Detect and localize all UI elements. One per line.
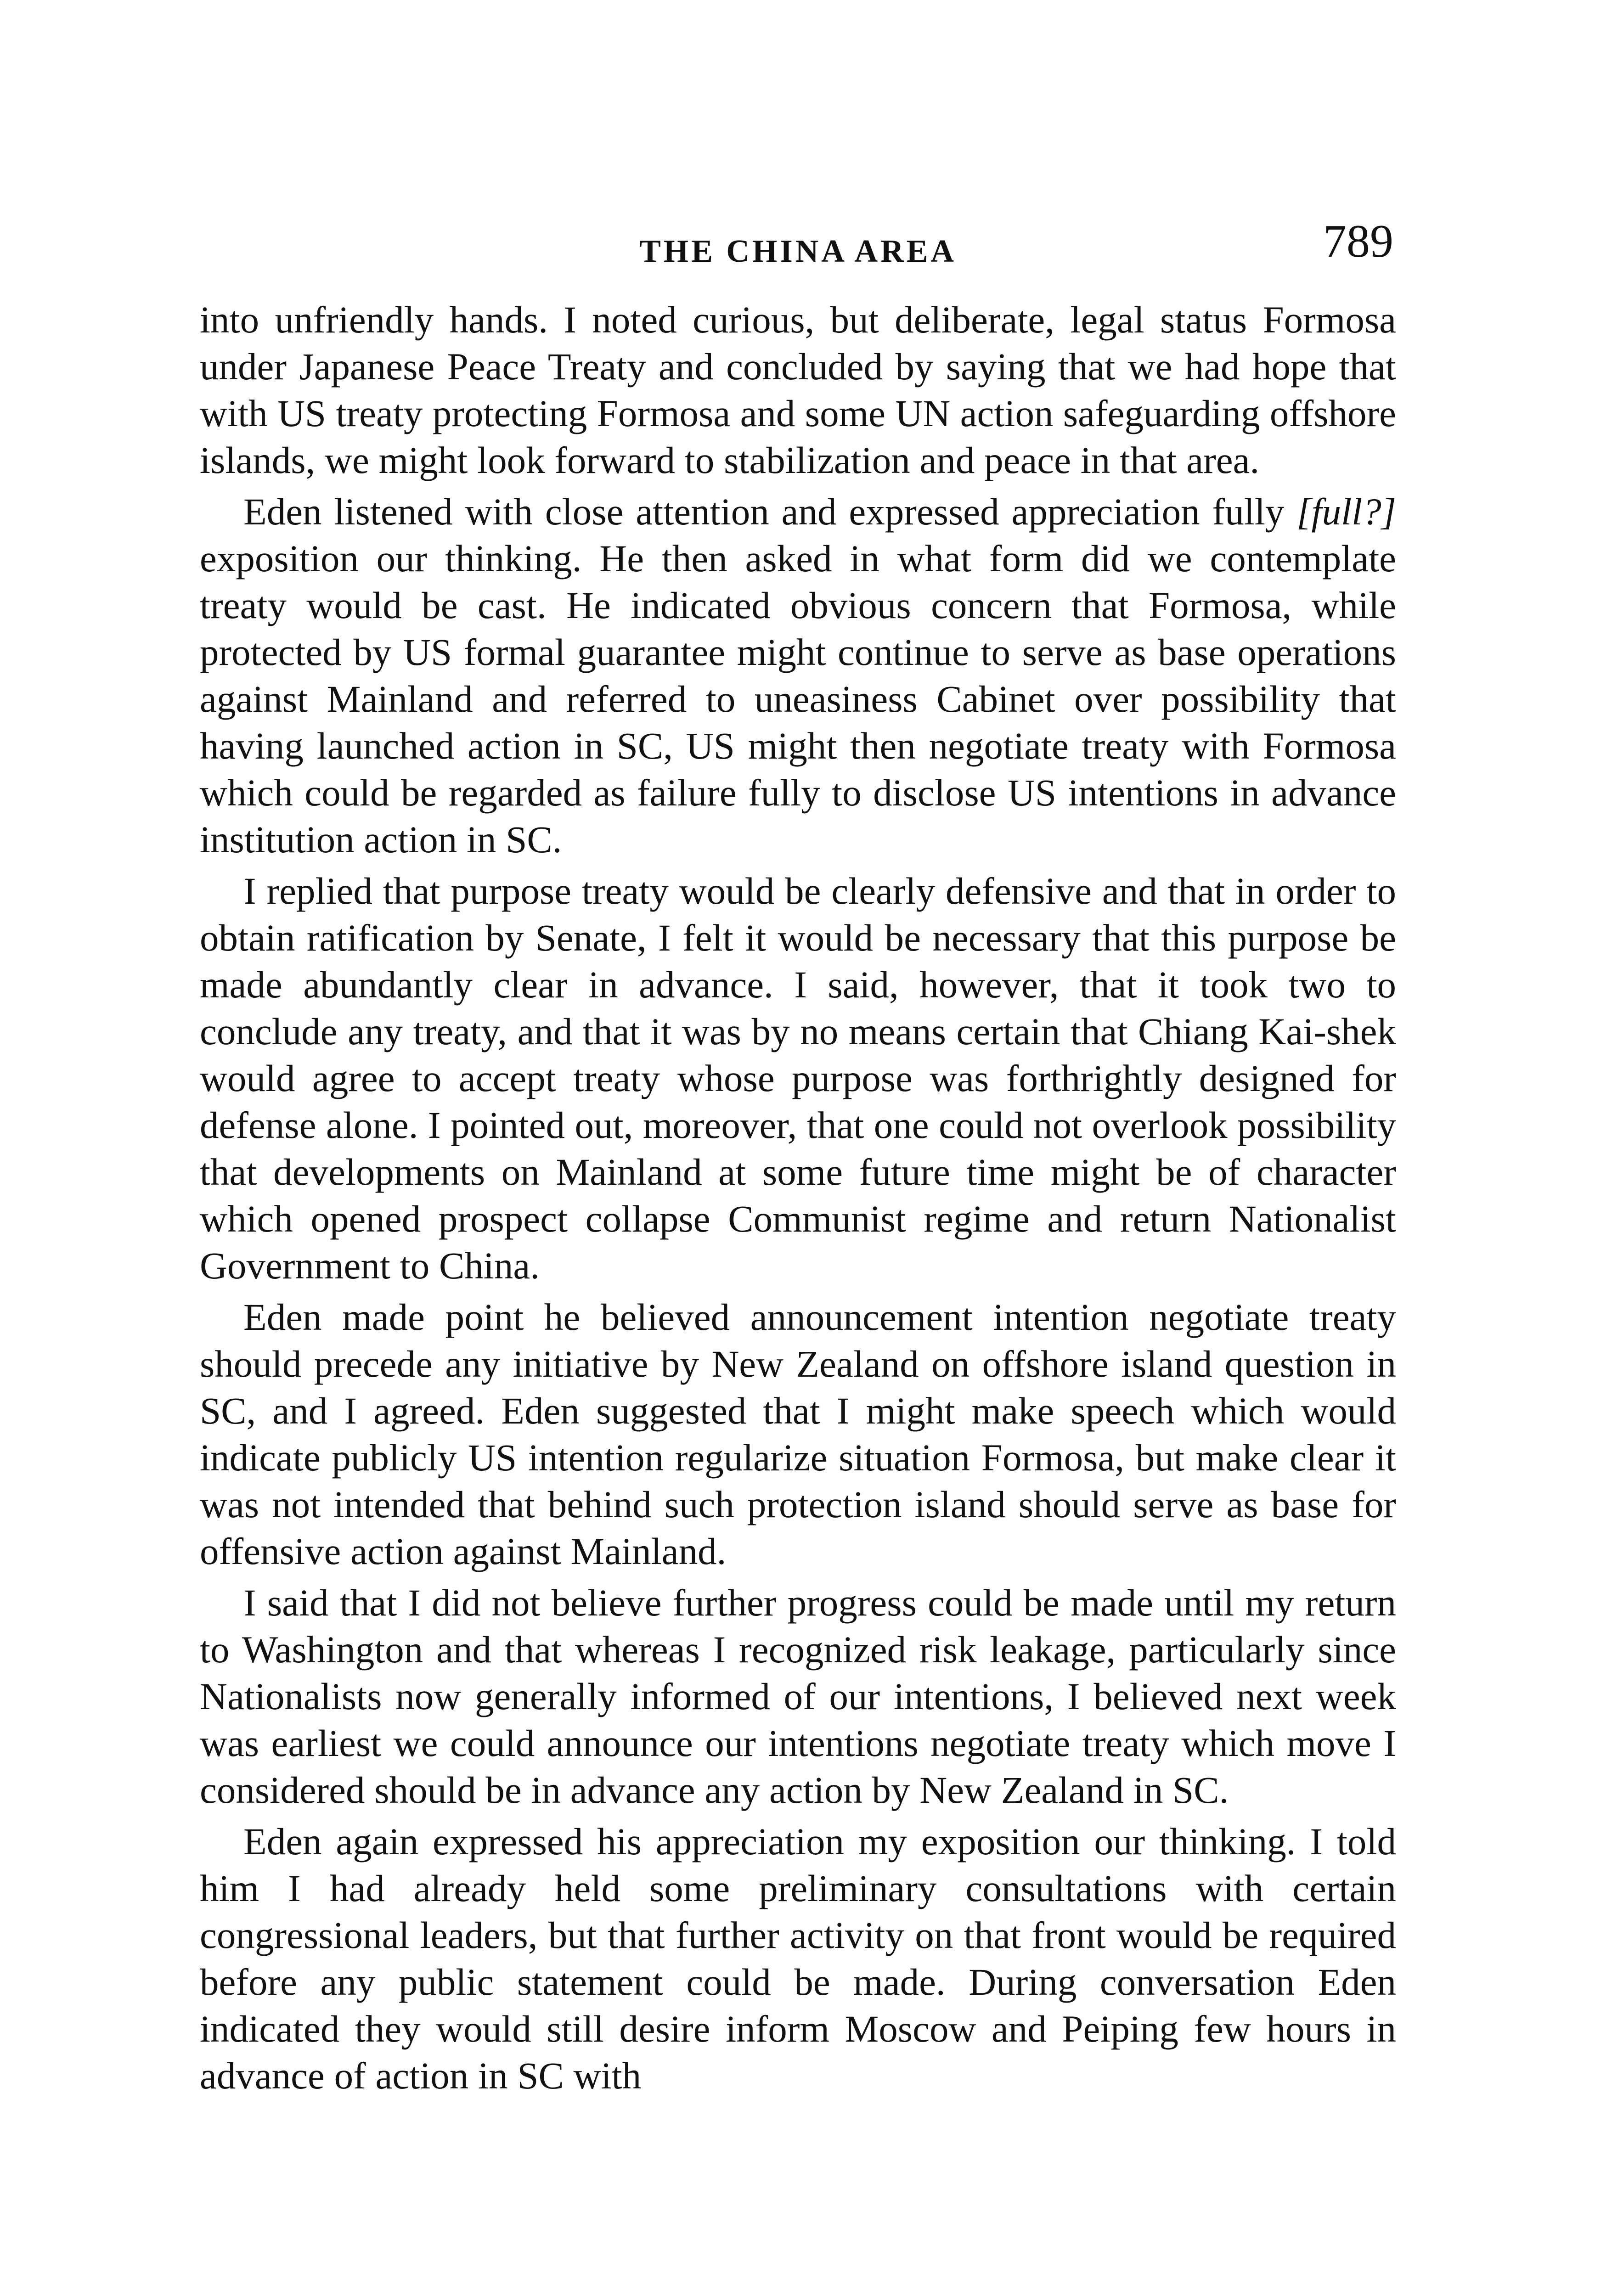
- body-text: [200, 296, 1396, 2104]
- paragraph-3: I replied that purpose treaty would be clearly defensive and that in order to obtain ratification by Senate, I felt it would be necessary that this purpose be made abundantly clear in advance. I said, however, that it took two to conclude any treaty, and that it was by no means certain that Chiang Kai-shek would agree to accept treaty whose purpose was forthrightly designed for defense alone. I pointed out, moreover, that one could not overlook possibility that developments on Mainland at some future time might be of character which opened prospect collapse Communist regime and return Nationalist Government to China.: [200, 870, 1396, 1287]
- running-title: THE CHINA AREA: [639, 234, 957, 269]
- editorial-insertion: [full?]: [1296, 490, 1396, 533]
- running-header: [200, 215, 1396, 282]
- paragraph-2-part-1: Eden listened with close attention and expressed appreciation fully: [243, 490, 1297, 533]
- page-number: 789: [1323, 215, 1393, 267]
- paragraph-1: into unfriendly hands. I noted curious, but deliberate, legal status Formosa under Japanese Peace Treaty and concluded by saying that we had hope that with US treaty protecting Formosa and some UN action safeguarding offshore islands, we might look forward to stabilization and peace in that area.: [200, 298, 1396, 481]
- paragraph-5: I said that I did not believe further progress could be made until my return to Washington and that whereas I recognized risk leakage, particularly since Nationalists now generally informed of our intentions, I believed next week was earliest we could announce our intentions negotiate treaty which move I considered should be in advance any action by New Zealand in SC.: [200, 1581, 1396, 1811]
- paragraph-4: Eden made point he believed announcement intention negotiate treaty should precede any initiative by New Zealand on offshore island question in SC, and I agreed. Eden suggested that I might make speech which would indicate publicly US intention regularize situation Formosa, but make clear it was not intended that behind such protection island should serve as base for offensive action against Mainland.: [200, 1296, 1396, 1572]
- paragraph-2-part-2: exposition our thinking. He then asked in what form did we contemplate treaty would be cast. He indicated obvious concern that Formosa, while protected by US formal guarantee might continue to serve as base operations against Mainland and referred to uneasiness Cabinet over possibility that having launched action in SC, US might then negotiate treaty with Formosa which could be regarded as failure fully to disclose US intentions in advance institution action in SC.: [200, 537, 1396, 861]
- paragraph-6: Eden again expressed his appreciation my exposition our thinking. I told him I had already held some preliminary consultations with certain congressional leaders, but that further activity on that front would be required before any public statement could be made. During conversation Eden indicated they would still desire inform Moscow and Peiping few hours in advance of action in SC with: [200, 1820, 1396, 2097]
- paragraph-2: [200, 488, 1396, 863]
